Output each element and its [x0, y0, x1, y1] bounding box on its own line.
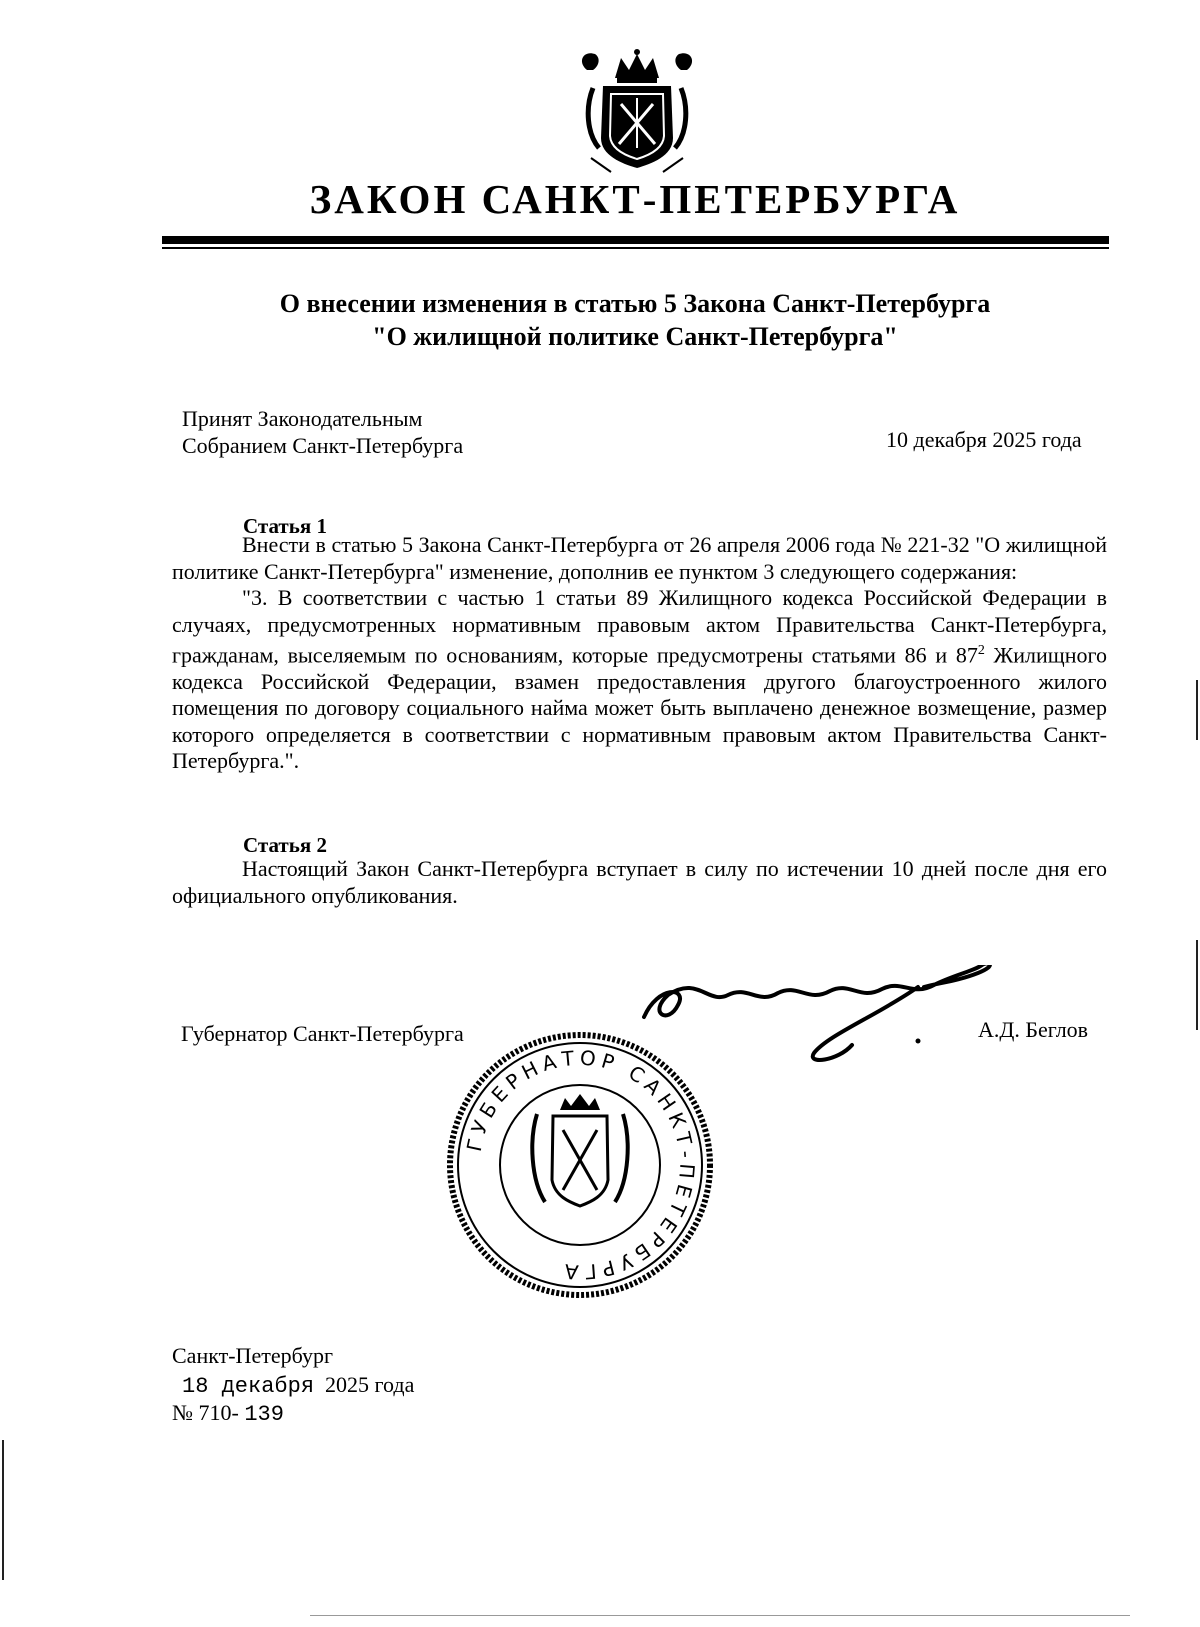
law-subject: [160, 287, 1110, 353]
official-seal-icon: [445, 1030, 715, 1300]
adoption-date: 10 декабря 2025 года: [886, 427, 1082, 452]
scan-edge-mark: [2, 1440, 4, 1580]
law-subject-line-1: О внесении изменения в статью 5 Закона Санкт-Петербурга: [279, 289, 991, 318]
adoption-line-2: Собранием Санкт-Петербурга: [182, 433, 464, 458]
signing-day-month: 18 декабря: [182, 1374, 315, 1399]
article-2-text: Настоящий Закон Санкт-Петербурга вступает в силу по истечении 10 дней после дня его официального опубликования.: [172, 856, 1107, 908]
article-1-clause-part-2: Жилищного кодекса Российской Федерации, взамен предоставления другого благоустроенного жилого помещения по договору социального найма может быть выплачено денежное возмещение, размер которого определяется в соответствии с нормативным правовым актом Правительства Санкт-Петербурга.".: [172, 642, 1107, 774]
coat-of-arms-icon: [577, 48, 697, 176]
article-2-heading: Статья 2: [243, 833, 327, 857]
article-1-intro: Внести в статью 5 Закона Санкт-Петербурга от 26 апреля 2006 года № 221-32 "О жилищной политике Санкт-Петербурга" изменение, дополнив ее пунктом 3 следующего содержания:: [172, 532, 1107, 584]
law-number: [172, 1400, 284, 1427]
signing-date: [182, 1372, 414, 1399]
article-1-clause-part-1: "3. В соответствии с частью 1 статьи 89 Жилищного кодекса Российской Федерации в случаях, предусмотренных нормативным правовым актом Правительства Санкт-Петербурга, гражданам, выселяемым по основаниям, которые предусмотрены статьями 86 и 87: [172, 585, 1107, 668]
seal-text: ГУБЕРНАТОР САНКТ-ПЕТЕРБУРГА: [461, 1045, 700, 1285]
law-title: ЗАКОН САНКТ-ПЕТЕРБУРГА: [309, 176, 961, 222]
article-1-heading: Статья 1: [243, 514, 327, 538]
law-number-value: 139: [244, 1402, 284, 1427]
title-rule-thin: [162, 247, 1109, 249]
adoption-line-1: Принят Законодательным: [182, 406, 423, 431]
governor-title: Губернатор Санкт-Петербурга: [181, 1021, 464, 1046]
article-1-clause: [172, 585, 1107, 775]
governor-name: А.Д. Беглов: [978, 1017, 1089, 1042]
article-2-body: [172, 856, 1107, 909]
signing-year: 2025 года: [325, 1372, 415, 1397]
article-1-body: [172, 532, 1107, 775]
scan-edge-mark: [1196, 680, 1198, 740]
scan-edge-mark: [1196, 940, 1198, 1030]
title-rule-thick: [162, 236, 1109, 244]
scan-edge-line: [310, 1615, 1130, 1616]
article-1-clause-superscript: 2: [977, 643, 985, 658]
adoption-body: [182, 405, 463, 459]
law-subject-line-2: "О жилищной политике Санкт-Петербурга": [372, 322, 898, 351]
signing-place: Санкт-Петербург: [172, 1343, 333, 1368]
law-number-prefix: № 710-: [172, 1400, 239, 1425]
